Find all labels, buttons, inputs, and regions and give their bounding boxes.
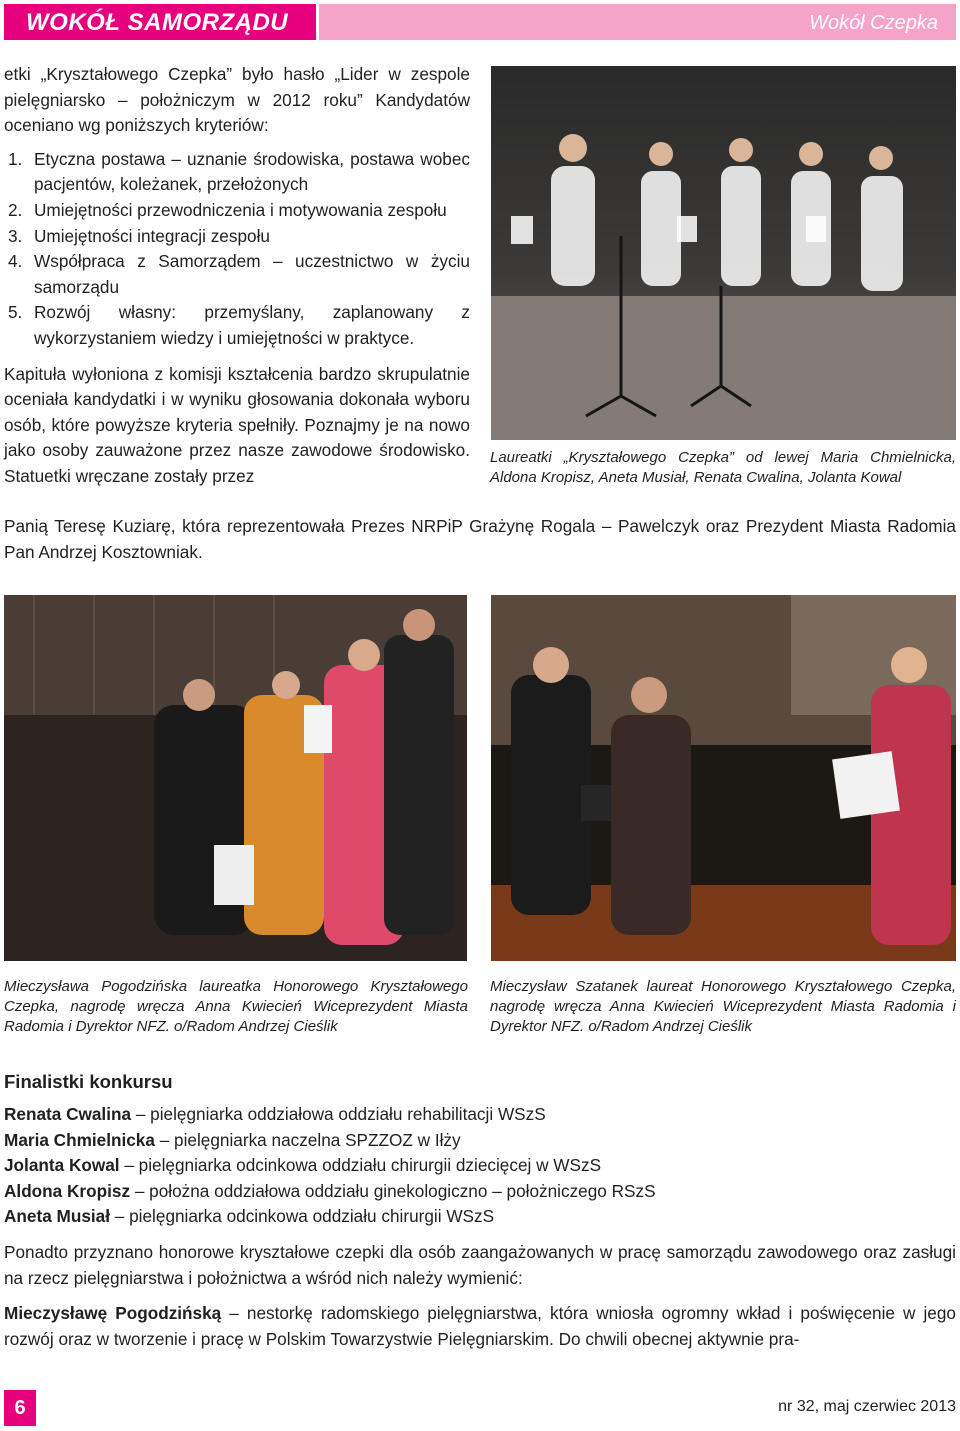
- honorary-paragraph: Ponadto przyznano honorowe kryształowe czepki dla osób zaangażowanych w pracę samorządu zawodowego oraz zasługi na rzecz pielęgniarstwa i położnictwa a wśród nich należy wymienić:: [4, 1242, 956, 1288]
- criteria-item: [4, 198, 470, 224]
- finalist-role: – pielęgniarka odcinkowa oddziału chirurgii dziecięcej w WSzS: [119, 1155, 602, 1176]
- finalists-title: Finalistki konkursu: [4, 1071, 173, 1092]
- kapitula-paragraph: Kapituła wyłoniona z komisji kształcenia bardzo skrupulatnie oceniała kandydatki i w wyniku głosowania dokonała wyboru osób, które powyższe kryteria spełniły. Poznajmy je na nowo jako osoby zauważone przez nasze zawodowe środowisko. Statuetki wręczane zostały przez: [4, 363, 470, 486]
- finalist-name: Renata Cwalina: [4, 1104, 132, 1124]
- finalist-name: Aneta Musiał: [4, 1206, 111, 1227]
- criteria-text: Etyczna postawa – uznanie środowiska, postawa wobec pacjentów, koleżanek, przełożonych: [34, 148, 470, 195]
- criteria-number: 4.: [8, 251, 23, 272]
- criteria-number: 1.: [8, 148, 23, 169]
- finalist-item: [4, 1179, 956, 1205]
- finalist-role: – pielęgniarka oddziałowa oddziału rehabilitacji WSzS: [131, 1104, 546, 1124]
- criteria-item: [4, 300, 470, 351]
- section-title: WOKÓŁ SAMORZĄDU: [26, 9, 289, 36]
- finalist-item: [4, 1128, 956, 1154]
- criteria-number: 3.: [8, 225, 23, 246]
- laureates-photo: [491, 66, 956, 440]
- issue-label: nr 32, maj czerwiec 2013: [778, 1398, 956, 1415]
- criteria-text: Umiejętności integracji zespołu: [34, 225, 270, 246]
- page-number: 6: [4, 1390, 36, 1426]
- kapitula-continuation: Panią Teresę Kuziarę, która reprezentowała Prezes NRPiP Grażynę Rogala – Pawelczyk oraz Prezydent Miasta Radomia Pan Andrzej Kosztowniak.: [4, 516, 956, 562]
- criteria-item: [4, 147, 470, 198]
- intro-paragraph: etki „Kryształowego Czepka” było hasło „Lider w zespole pielęgniarsko – położniczym w 2012 roku” Kandydatów oceniano wg poniższych kryteriów:: [4, 64, 470, 136]
- finalist-name: Aldona Kropisz: [4, 1180, 131, 1201]
- section-header-bar: [4, 4, 316, 40]
- criteria-list: [4, 147, 470, 352]
- finalist-role: – pielęgniarka odcinkowa oddziału chirurgii WSzS: [110, 1206, 495, 1227]
- szatanek-caption: Mieczysław Szatanek laureat Honorowego Kryształowego Czepka, nagrodę wręcza Anna Kwiecień Wiceprezydent Miasta Radomia i Dyrektor NFZ. o/Radom Andrzej Cieślik: [490, 978, 956, 1035]
- section-subheader-bar: [319, 4, 956, 40]
- criteria-number: 5.: [8, 302, 23, 323]
- pogodzinska-photo: [4, 595, 467, 961]
- finalist-item: [4, 1204, 956, 1230]
- szatanek-photo: [491, 595, 956, 961]
- criteria-number: 2.: [8, 199, 23, 220]
- article-left-column: [4, 62, 470, 490]
- finalist-item: [4, 1102, 956, 1128]
- pogodzinska-text: – nestorkę radomskiego pielęgniarstwa, która wniosła ogromny wkład i poświęcenie w jego rozwój oraz w tworzenie i pracę w Polskim Towarzystwie Pielęgniarskim. Do chwili obecnej aktywnie pra-: [4, 1303, 956, 1349]
- criteria-text: Współpraca z Samorządem – uczestnictwo w życiu samorządu: [34, 251, 470, 297]
- section-subtitle: Wokół Czepka: [809, 12, 938, 34]
- finalist-role: – pielęgniarka naczelna SPZZOZ w Iłży: [154, 1129, 461, 1150]
- criteria-text: Rozwój własny: przemyślany, zaplanowany z wykorzystaniem wiedzy i umiejętności w praktyce.: [34, 302, 470, 348]
- criteria-item: [4, 224, 470, 250]
- finalist-name: Maria Chmielnicka: [4, 1129, 155, 1150]
- finalist-item: [4, 1153, 956, 1179]
- finalist-name: Jolanta Kowal: [4, 1155, 120, 1176]
- laureates-caption: Laureatki „Kryształowego Czepka” od lewej Maria Chmielnicka, Aldona Kropisz, Aneta Musiał, Renata Cwalina, Jolanta Kowal: [490, 449, 956, 486]
- pogodzinska-paragraph: [4, 1301, 956, 1352]
- criteria-text: Umiejętności przewodniczenia i motywowania zespołu: [34, 199, 447, 220]
- pogodzinska-caption: Mieczysława Pogodzińska laureatka Honorowego Kryształowego Czepka, nagrodę wręcza Anna Kwiecień Wiceprezydent Miasta Radomia i Dyrektor NFZ. o/Radom Andrzej Cieślik: [4, 978, 468, 1035]
- criteria-item: [4, 249, 470, 300]
- finalist-role: – położna oddziałowa oddziału ginekologiczno – położniczego RSzS: [130, 1180, 656, 1201]
- pogodzinska-name: Mieczysławę Pogodzińską: [4, 1303, 222, 1323]
- finalists-list: [4, 1102, 956, 1230]
